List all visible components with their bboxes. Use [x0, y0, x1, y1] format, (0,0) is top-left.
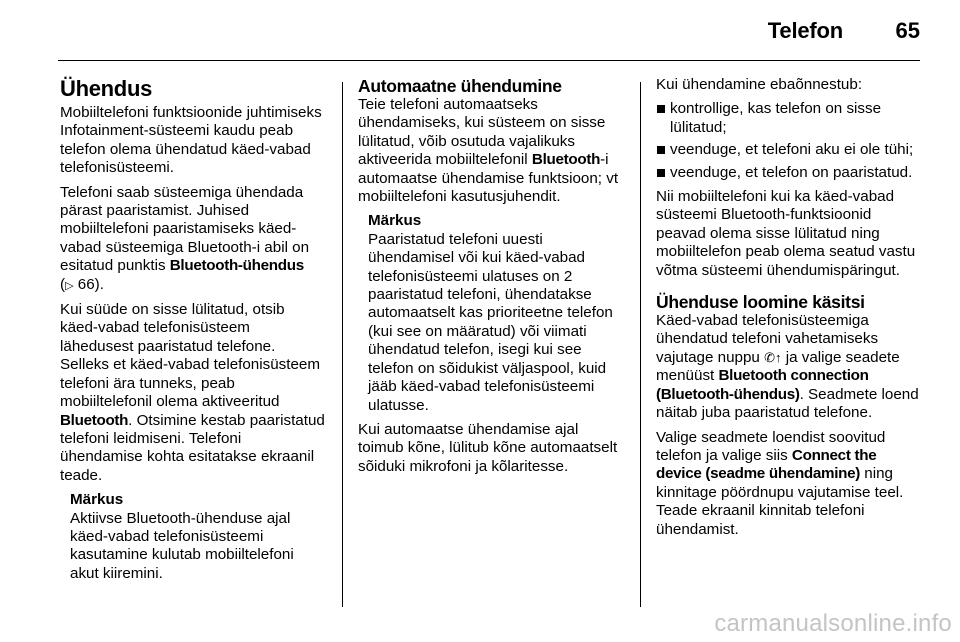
- bluetooth-term: Bluetooth: [60, 411, 129, 429]
- list-item: kontrollige, kas telefon on sisse lülitatud;: [656, 100, 922, 137]
- phone-button-icon: ✆↑: [764, 349, 782, 365]
- list-item: veenduge, et telefoni aku ei ole tühi;: [656, 141, 922, 159]
- page-number: 65: [895, 18, 920, 43]
- note-box: [70, 491, 326, 583]
- bullet-square-icon: [657, 169, 665, 177]
- column-divider: [342, 82, 343, 607]
- note-title: Märkus: [368, 212, 422, 230]
- paragraph: Telefoni saab süsteemiga ühendada pärast paaristamist. Juhised mobiiltelefoni paaristamiseks käed-vabad süsteemiga Bluetooth-i abil on esitatud punktis Bluetooth-ühendus (▷ 66).: [60, 184, 326, 295]
- note-text: Paaristatud telefoni uuesti ühendamisel või kui käed-vabad telefonisüsteemi ulatuses on 2 paaristatud telefoni, ühendatakse automaatselt kas prioriteetne telefon (kui see on määratud) või viimati ühendatud telefon, isegi kui see telefon on sõidukist väljaspool, kuid jääb käed-vabad telefonisüsteemi ulatusse.: [368, 230, 613, 414]
- page-reference[interactable]: 66: [77, 275, 95, 293]
- paragraph: Kui automaatse ühendamise ajal toimub kõne, lülitub kõne automaatselt sõiduki mikrofoni ja kõlaritesse.: [358, 420, 618, 475]
- paragraph: Mobiiltelefoni funktsioonide juhtimiseks Infotainment-süsteemi kaudu peab telefon olema ühendatud käed-vabad telefonisüsteemi.: [60, 104, 322, 177]
- section-heading-uhendus: Ühendus: [60, 76, 153, 101]
- note-title: Märkus: [70, 491, 124, 509]
- paragraph: Nii mobiiltelefoni kui ka käed-vabad süsteemi Bluetooth-funktsioonid peavad olema sisse lülitatud ning mobiiltelefon peab olema seatud vastu võtma süsteemi ühendumispäringut.: [656, 188, 916, 279]
- column-divider: [640, 82, 641, 607]
- bullet-list: [656, 100, 922, 182]
- section-heading-kasitsi: Ühenduse loomine käsitsi: [656, 292, 865, 313]
- section-heading-automaatne: Automaatne ühendumine: [358, 76, 562, 96]
- paragraph: Käed-vabad telefonisüsteemiga ühendatud telefoni vahetamiseks vajutage nuppu ✆↑ ja valige seadete menüüst Bluetooth connection (Bluetooth-ühendus). Seadmete loend näitab juba paaristatud telefone.: [656, 312, 919, 422]
- bullet-square-icon: [657, 146, 665, 154]
- watermark: carmanualsonline.info: [714, 610, 952, 637]
- header-rule: [58, 60, 920, 61]
- chapter-title: Telefon: [767, 18, 843, 43]
- bluetooth-uhendus-term: Bluetooth-ühendus: [169, 257, 304, 275]
- bluetooth-connection-term: Bluetooth connection (Bluetooth-ühendus): [656, 367, 869, 403]
- column-1: [60, 76, 326, 589]
- reference-arrow-icon: ▷: [65, 279, 74, 292]
- note-box: [368, 212, 624, 414]
- column-3: [656, 76, 922, 545]
- bullet-square-icon: [657, 105, 665, 113]
- paragraph: Kui ühendamine ebaõnnestub:: [656, 76, 863, 93]
- paragraph: Teie telefoni automaatseks ühendamiseks, kui süsteem on sisse lülitatud, võib osutuda vajalikuks aktiveerida mobiiltelefonil Bluetooth-i automaatse ühendamise funktsioon; vt mobiiltelefoni kasutusjuhendit.: [358, 96, 619, 206]
- connect-device-term: Connect the device (seadme ühendamine): [656, 446, 877, 483]
- column-2: [358, 76, 624, 482]
- note-text: Aktiivse Bluetooth-ühenduse ajal käed-vabad telefonisüsteemi kasutamine kulutab mobiiltelefoni akut kiiremini.: [70, 509, 294, 582]
- page-header: [0, 0, 960, 60]
- list-item: veenduge, et telefon on paaristatud.: [656, 164, 922, 182]
- bluetooth-term: Bluetooth: [531, 151, 601, 169]
- paragraph: Valige seadmete loendist soovitud telefon ja valige siis Connect the device (seadme ühendamine) ning kinnitage pöördnupu vajutamise teel. Teade ekraanil kinnitab telefoni ühendamist.: [656, 428, 904, 538]
- paragraph: Kui süüde on sisse lülitatud, otsib käed-vabad telefonisüsteem lähedusest paaristatud telefone. Selleks et käed-vabad telefonisüsteem telefoni ära tunneks, peab mobiiltelefonil olema aktiveeritud Bluetooth. Otsimine kestab paaristatud telefoni leidmiseni. Telefoni ühendamise kohta esitatakse ekraanil teade.: [60, 301, 325, 484]
